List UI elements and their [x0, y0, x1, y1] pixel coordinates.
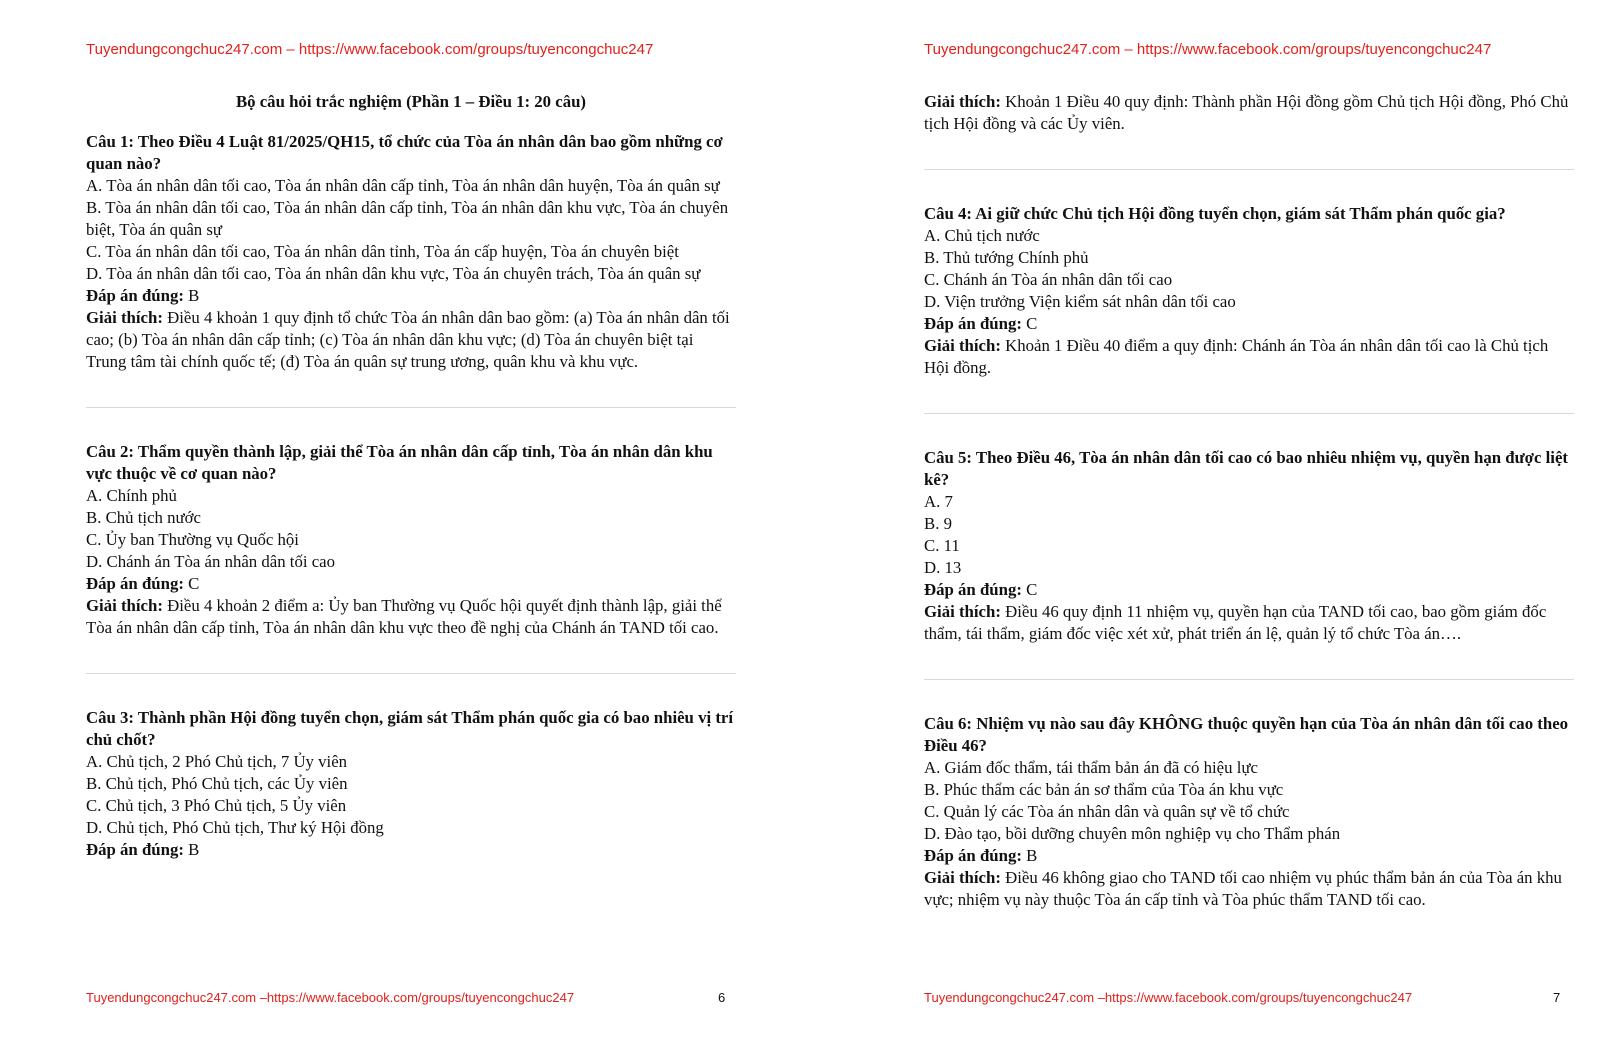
- page-content: [86, 91, 736, 861]
- answer-line: [924, 313, 1574, 335]
- answer-line: [86, 285, 736, 307]
- footer-link[interactable]: Tuyendungcongchuc247.com –https://www.facebook.com/groups/tuyencongchuc247: [924, 990, 1413, 1005]
- question-3-continued: [924, 91, 1574, 135]
- explanation-label: Giải thích:: [924, 336, 1001, 355]
- answer-value: C: [1026, 580, 1038, 599]
- option-d: D. Chánh án Tòa án nhân dân tối cao: [86, 552, 336, 571]
- option-b: B. Thủ tướng Chính phủ: [924, 248, 1089, 267]
- option-d: D. Chủ tịch, Phó Chủ tịch, Thư ký Hội đồng: [86, 818, 384, 837]
- answer-line: [86, 839, 736, 861]
- question-separator: [924, 169, 1574, 170]
- option-a: A. 7: [924, 492, 953, 511]
- explanation-label: Giải thích:: [924, 868, 1001, 887]
- page-number: 7: [1553, 990, 1561, 1005]
- question-separator: [86, 407, 736, 408]
- answer-line: [924, 845, 1574, 867]
- explanation-line: [924, 867, 1574, 911]
- option-a: A. Chính phủ: [86, 486, 177, 505]
- option-d: D. 13: [924, 558, 962, 577]
- footer-link[interactable]: Tuyendungcongchuc247.com –https://www.facebook.com/groups/tuyencongchuc247: [86, 990, 575, 1005]
- option-b: B. Chủ tịch nước: [86, 508, 201, 527]
- answer-line: [924, 579, 1574, 601]
- explanation-text: Khoản 1 Điều 40 điểm a quy định: Chánh án Tòa án nhân dân tối cao là Chủ tịch Hội đồng.: [924, 336, 1549, 377]
- document-title: Bộ câu hỏi trắc nghiệm (Phần 1 – Điều 1: 20 câu): [235, 92, 587, 111]
- answer-label: Đáp án đúng:: [924, 846, 1022, 865]
- explanation-line: [86, 307, 736, 373]
- explanation-line: [924, 335, 1574, 379]
- question-text: Câu 1: Theo Điều 4 Luật 81/2025/QH15, tổ chức của Tòa án nhân dân bao gồm những cơ quan nào?: [86, 132, 723, 173]
- answer-value: B: [188, 286, 200, 305]
- option-b: B. 9: [924, 514, 952, 533]
- option-b: B. Chủ tịch, Phó Chủ tịch, các Ủy viên: [86, 774, 348, 793]
- option-c: C. Ủy ban Thường vụ Quốc hội: [86, 530, 299, 549]
- answer-label: Đáp án đúng:: [86, 840, 184, 859]
- page-number: 6: [718, 990, 726, 1005]
- header-link[interactable]: Tuyendungcongchuc247.com – https://www.facebook.com/groups/tuyencongchuc247: [924, 41, 1492, 58]
- question-text: Câu 3: Thành phần Hội đồng tuyển chọn, giám sát Thẩm phán quốc gia có bao nhiêu vị trí chủ chốt?: [86, 708, 734, 749]
- explanation-text: Điều 46 không giao cho TAND tối cao nhiệm vụ phúc thẩm bản án của Tòa án khu vực; nhiệm vụ này thuộc Tòa án cấp tỉnh và Tòa phúc thẩm TAND tối cao.: [924, 868, 1562, 909]
- answer-line: [86, 573, 736, 595]
- explanation-label: Giải thích:: [86, 308, 163, 327]
- option-a: A. Chủ tịch nước: [924, 226, 1040, 245]
- answer-label: Đáp án đúng:: [924, 314, 1022, 333]
- option-c: C. Quản lý các Tòa án nhân dân và quân sự về tổ chức: [924, 802, 1290, 821]
- page-content: [924, 91, 1574, 911]
- question-text: Câu 4: Ai giữ chức Chủ tịch Hội đồng tuyển chọn, giám sát Thẩm phán quốc gia?: [924, 204, 1506, 223]
- question-5: [924, 447, 1574, 645]
- option-a: A. Giám đốc thẩm, tái thẩm bản án đã có hiệu lực: [924, 758, 1258, 777]
- option-d: D. Đào tạo, bồi dưỡng chuyên môn nghiệp vụ cho Thẩm phán: [924, 824, 1341, 843]
- answer-value: B: [1026, 846, 1038, 865]
- option-b: B. Phúc thẩm các bản án sơ thẩm của Tòa án khu vực: [924, 780, 1284, 799]
- answer-label: Đáp án đúng:: [86, 574, 184, 593]
- option-d: D. Tòa án nhân dân tối cao, Tòa án nhân dân khu vực, Tòa án chuyên trách, Tòa án quân sự: [86, 264, 701, 283]
- explanation-label: Giải thích:: [924, 602, 1001, 621]
- explanation-line: [924, 601, 1574, 645]
- option-c: C. Tòa án nhân dân tối cao, Tòa án nhân dân tỉnh, Tòa án cấp huyện, Tòa án chuyên biệt: [86, 242, 679, 261]
- question-2: [86, 441, 736, 639]
- explanation-text: Điều 46 quy định 11 nhiệm vụ, quyền hạn của TAND tối cao, bao gồm giám đốc thẩm, tái thẩm, giám đốc việc xét xử, phát triển án lệ, quản lý tổ chức Tòa án….: [924, 602, 1547, 643]
- answer-value: C: [1026, 314, 1038, 333]
- question-6: [924, 713, 1574, 911]
- explanation-label: Giải thích:: [924, 92, 1001, 111]
- page-7: [818, 0, 1600, 1046]
- question-separator: [924, 679, 1574, 680]
- answer-value: C: [188, 574, 200, 593]
- answer-label: Đáp án đúng:: [924, 580, 1022, 599]
- explanation-text: Khoản 1 Điều 40 quy định: Thành phần Hội đồng gồm Chủ tịch Hội đồng, Phó Chủ tịch Hội đồng và các Ủy viên.: [924, 92, 1569, 133]
- answer-value: B: [188, 840, 200, 859]
- question-1: [86, 131, 736, 373]
- question-text: Câu 6: Nhiệm vụ nào sau đây KHÔNG thuộc quyền hạn của Tòa án nhân dân tối cao theo Điều 46?: [924, 714, 1569, 755]
- option-a: A. Tòa án nhân dân tối cao, Tòa án nhân dân cấp tỉnh, Tòa án nhân dân huyện, Tòa án quân sự: [86, 176, 720, 195]
- header-link[interactable]: Tuyendungcongchuc247.com – https://www.facebook.com/groups/tuyencongchuc247: [86, 41, 654, 58]
- question-separator: [924, 413, 1574, 414]
- explanation-line: [924, 91, 1574, 135]
- question-4: [924, 203, 1574, 379]
- option-a: A. Chủ tịch, 2 Phó Chủ tịch, 7 Ủy viên: [86, 752, 348, 771]
- question-separator: [86, 673, 736, 674]
- option-d: D. Viện trưởng Viện kiểm sát nhân dân tối cao: [924, 292, 1236, 311]
- explanation-text: Điều 4 khoản 2 điểm a: Ủy ban Thường vụ Quốc hội quyết định thành lập, giải thể Tòa án nhân dân cấp tỉnh, Tòa án nhân dân khu vực theo đề nghị của Chánh án TAND tối cao.: [86, 596, 722, 637]
- option-c: C. Chủ tịch, 3 Phó Chủ tịch, 5 Ủy viên: [86, 796, 347, 815]
- question-text: Câu 2: Thẩm quyền thành lập, giải thể Tòa án nhân dân cấp tỉnh, Tòa án nhân dân khu vực thuộc về cơ quan nào?: [86, 442, 713, 483]
- option-b: B. Tòa án nhân dân tối cao, Tòa án nhân dân cấp tỉnh, Tòa án nhân dân khu vực, Tòa án chuyên biệt, Tòa án quân sự: [86, 198, 729, 239]
- explanation-text: Điều 4 khoản 1 quy định tổ chức Tòa án nhân dân bao gồm: (a) Tòa án nhân dân tối cao; (b) Tòa án nhân dân cấp tỉnh; (c) Tòa án nhân dân khu vực; (d) Tòa án chuyên biệt tại Trung tâm tài chính quốc tế; (đ) Tòa án quân sự trung ương, quân khu và khu vực.: [86, 308, 730, 371]
- explanation-label: Giải thích:: [86, 596, 163, 615]
- answer-label: Đáp án đúng:: [86, 286, 184, 305]
- option-c: C. Chánh án Tòa án nhân dân tối cao: [924, 270, 1173, 289]
- explanation-line: [86, 595, 736, 639]
- question-3: [86, 707, 736, 861]
- question-text: Câu 5: Theo Điều 46, Tòa án nhân dân tối cao có bao nhiêu nhiệm vụ, quyền hạn được liệt kê?: [924, 448, 1568, 489]
- option-c: C. 11: [924, 536, 960, 555]
